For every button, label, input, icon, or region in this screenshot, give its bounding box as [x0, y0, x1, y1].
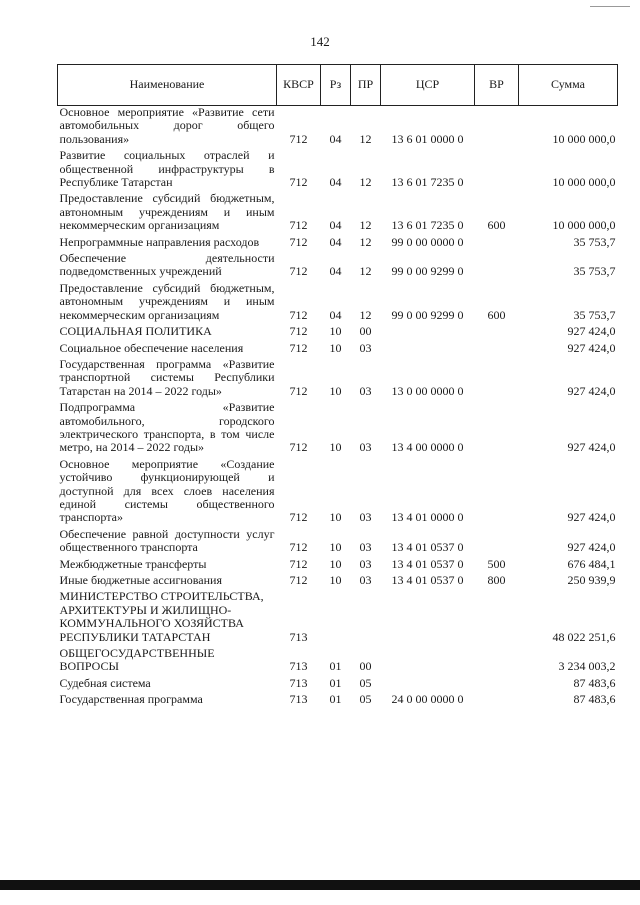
table-row [58, 106, 618, 147]
cell-csr [381, 339, 475, 355]
cell-kvsr: 712 [289, 175, 308, 190]
cell-sum: 10 000 000,0 [552, 218, 616, 233]
cell-pr: 05 [359, 692, 372, 707]
cell-rz: 01 [329, 692, 342, 707]
cell-rz: 10 [329, 573, 342, 587]
cell-vr [475, 455, 519, 525]
cell-csr: 99 0 00 0000 0 [391, 234, 464, 249]
cell-name: Обеспечение равной доступности услуг общественного транспорта [59, 526, 275, 555]
cell-vr [475, 525, 519, 555]
scan-bottom-edge [0, 880, 640, 890]
cell-vr: 600 [487, 218, 506, 233]
scan-mark [590, 6, 630, 7]
cell-csr [381, 587, 475, 644]
cell-rz: 04 [329, 218, 342, 233]
cell-csr: 13 6 01 7235 0 [391, 175, 464, 190]
cell-pr: 03 [359, 540, 372, 555]
cell-pr: 03 [359, 556, 372, 571]
budget-table [57, 64, 618, 707]
cell-sum: 35 753,7 [573, 234, 616, 249]
cell-sum: 927 424,0 [567, 324, 616, 339]
cell-name: Судебная система [59, 675, 151, 690]
cell-csr [381, 674, 475, 690]
cell-name: Государственная программа «Развитие транспортной системы Республики Татарстан на 2014 – 2022 годы» [59, 356, 275, 398]
cell-kvsr: 712 [289, 510, 308, 525]
cell-sum: 927 424,0 [567, 540, 616, 555]
cell-pr: 12 [359, 175, 372, 190]
table-row [58, 455, 618, 525]
cell-kvsr: 712 [289, 540, 308, 555]
header-kvsr: КВСР [277, 65, 321, 106]
cell-kvsr: 713 [289, 675, 308, 690]
cell-sum: 35 753,7 [573, 307, 616, 322]
cell-pr: 12 [359, 218, 372, 233]
cell-name: Межбюджетные трансферты [59, 556, 207, 571]
table-row [58, 555, 618, 571]
cell-rz: 10 [329, 383, 342, 398]
cell-csr [381, 644, 475, 674]
cell-csr: 13 4 01 0537 0 [391, 540, 464, 555]
cell-csr: 13 4 01 0000 0 [391, 510, 464, 525]
cell-name: ОБЩЕГОСУДАРСТВЕННЫЕ ВОПРОСЫ [59, 646, 215, 674]
cell-sum: 250 939,9 [567, 573, 616, 587]
cell-rz: 04 [329, 175, 342, 190]
cell-rz [321, 587, 351, 644]
cell-sum: 10 000 000,0 [552, 175, 616, 190]
cell-pr: 03 [359, 510, 372, 525]
cell-kvsr: 712 [289, 556, 308, 571]
cell-kvsr: 712 [289, 340, 308, 355]
cell-vr [475, 644, 519, 674]
cell-csr [381, 322, 475, 338]
cell-sum: 35 753,7 [573, 264, 616, 279]
cell-name: Предоставление субсидий бюджетным, автономным учреждениям и иным некоммерческим организациям [59, 280, 275, 322]
header-rz: Рз [321, 65, 351, 106]
cell-vr [475, 587, 519, 644]
cell-pr: 03 [359, 440, 372, 455]
cell-rz: 01 [329, 659, 342, 674]
cell-csr: 13 4 00 0000 0 [391, 440, 464, 455]
table-body [58, 106, 618, 707]
cell-name: Основное мероприятие «Развитие сети автомобильных дорог общего пользования» [59, 105, 275, 146]
cell-kvsr: 712 [289, 264, 308, 279]
header-name: Наименование [58, 65, 277, 106]
header-csr: ЦСР [381, 65, 475, 106]
cell-sum: 3 234 003,2 [558, 659, 616, 674]
cell-pr: 05 [359, 675, 372, 690]
cell-vr [475, 339, 519, 355]
cell-pr: 12 [359, 131, 372, 146]
cell-vr: 800 [487, 573, 506, 587]
table-row [58, 233, 618, 249]
cell-kvsr: 712 [289, 307, 308, 322]
cell-kvsr: 712 [289, 440, 308, 455]
cell-vr [475, 249, 519, 279]
cell-pr: 03 [359, 340, 372, 355]
cell-vr [475, 398, 519, 455]
table-row [58, 674, 618, 690]
cell-name: Социальное обеспечение населения [59, 340, 244, 355]
cell-rz: 01 [329, 675, 342, 690]
table-row [58, 690, 618, 706]
cell-pr: 03 [359, 573, 372, 587]
cell-sum: 10 000 000,0 [552, 131, 616, 146]
cell-pr: 12 [359, 307, 372, 322]
cell-csr: 13 6 01 0000 0 [391, 131, 464, 146]
cell-vr [475, 106, 519, 147]
cell-name: Обеспечение деятельности подведомственных учреждений [59, 251, 275, 279]
cell-csr: 99 0 00 9299 0 [391, 264, 464, 279]
cell-vr [475, 233, 519, 249]
cell-vr [475, 355, 519, 398]
cell-kvsr: 713 [289, 659, 308, 674]
cell-pr: 03 [359, 383, 372, 398]
cell-kvsr: 712 [289, 573, 308, 587]
page-number: 142 [310, 34, 330, 49]
cell-csr: 99 0 00 9299 0 [391, 307, 464, 322]
cell-rz: 10 [329, 510, 342, 525]
cell-name: Основное мероприятие «Создание устойчиво функционирующей и доступной для всех слоев населения единой системы общественного транспорта» [59, 456, 275, 525]
cell-kvsr: 712 [289, 218, 308, 233]
cell-rz: 04 [329, 131, 342, 146]
table-row [58, 279, 618, 322]
cell-sum: 87 483,6 [573, 675, 616, 690]
cell-sum: 676 484,1 [567, 556, 616, 571]
table-row [58, 587, 618, 644]
cell-pr [351, 587, 381, 644]
cell-name: МИНИСТЕРСТВО СТРОИТЕЛЬСТВА, АРХИТЕКТУРЫ И ЖИЛИЩНО-КОММУНАЛЬНОГО ХОЗЯЙСТВА РЕСПУБЛИКИ ТАТАРСТАН [59, 589, 264, 644]
cell-rz: 10 [329, 440, 342, 455]
header-vr: ВР [475, 65, 519, 106]
table-row [58, 146, 618, 189]
cell-csr: 13 4 01 0537 0 [391, 573, 464, 587]
cell-csr: 13 6 01 7235 0 [391, 218, 464, 233]
header-sum: Сумма [519, 65, 618, 106]
table-row [58, 644, 618, 674]
cell-sum: 927 424,0 [567, 383, 616, 398]
cell-rz: 04 [329, 307, 342, 322]
cell-name: Непрограммные направления расходов [59, 234, 260, 249]
cell-name: Подпрограмма «Развитие автомобильного, городского электрического транспорта, в том числе метро, на 2014 – 2022 годы» [59, 400, 275, 455]
cell-csr: 24 0 00 0000 0 [391, 692, 464, 707]
cell-csr: 13 0 00 0000 0 [391, 383, 464, 398]
table-row [58, 398, 618, 455]
cell-kvsr: 712 [289, 383, 308, 398]
cell-sum: 87 483,6 [573, 692, 616, 707]
table-row [58, 355, 618, 398]
cell-csr: 13 4 01 0537 0 [391, 556, 464, 571]
cell-pr: 00 [359, 324, 372, 339]
cell-rz: 10 [329, 340, 342, 355]
cell-name: Развитие социальных отраслей и общественной инфраструктуры в Республике Татарстан [59, 148, 275, 190]
cell-rz: 10 [329, 556, 342, 571]
cell-rz: 04 [329, 264, 342, 279]
cell-sum: 927 424,0 [567, 510, 616, 525]
cell-sum: 48 022 251,6 [552, 629, 616, 644]
table-row [58, 571, 618, 587]
cell-rz: 10 [329, 540, 342, 555]
cell-sum: 927 424,0 [567, 440, 616, 455]
cell-vr [475, 690, 519, 706]
cell-kvsr: 712 [289, 131, 308, 146]
table-row [58, 249, 618, 279]
cell-vr [475, 322, 519, 338]
cell-rz: 10 [329, 324, 342, 339]
table-row [58, 322, 618, 338]
table-row [58, 339, 618, 355]
cell-rz: 04 [329, 234, 342, 249]
cell-name: СОЦИАЛЬНАЯ ПОЛИТИКА [59, 324, 212, 339]
table-header-row [58, 65, 618, 106]
cell-vr: 600 [487, 307, 506, 322]
cell-kvsr: 712 [289, 324, 308, 339]
cell-pr: 12 [359, 264, 372, 279]
cell-name: Государственная программа [59, 692, 203, 707]
cell-vr: 500 [487, 556, 506, 571]
cell-kvsr: 712 [289, 234, 308, 249]
header-pr: ПР [351, 65, 381, 106]
table-row [58, 525, 618, 555]
cell-kvsr: 713 [289, 692, 308, 707]
cell-vr [475, 146, 519, 189]
cell-sum: 927 424,0 [567, 340, 616, 355]
table-row [58, 189, 618, 232]
cell-vr [475, 674, 519, 690]
cell-name: Предоставление субсидий бюджетным, автономным учреждениям и иным некоммерческим организациям [59, 191, 275, 233]
cell-kvsr: 713 [289, 629, 308, 644]
cell-pr: 00 [359, 659, 372, 674]
cell-name: Иные бюджетные ассигнования [59, 573, 222, 587]
cell-pr: 12 [359, 234, 372, 249]
